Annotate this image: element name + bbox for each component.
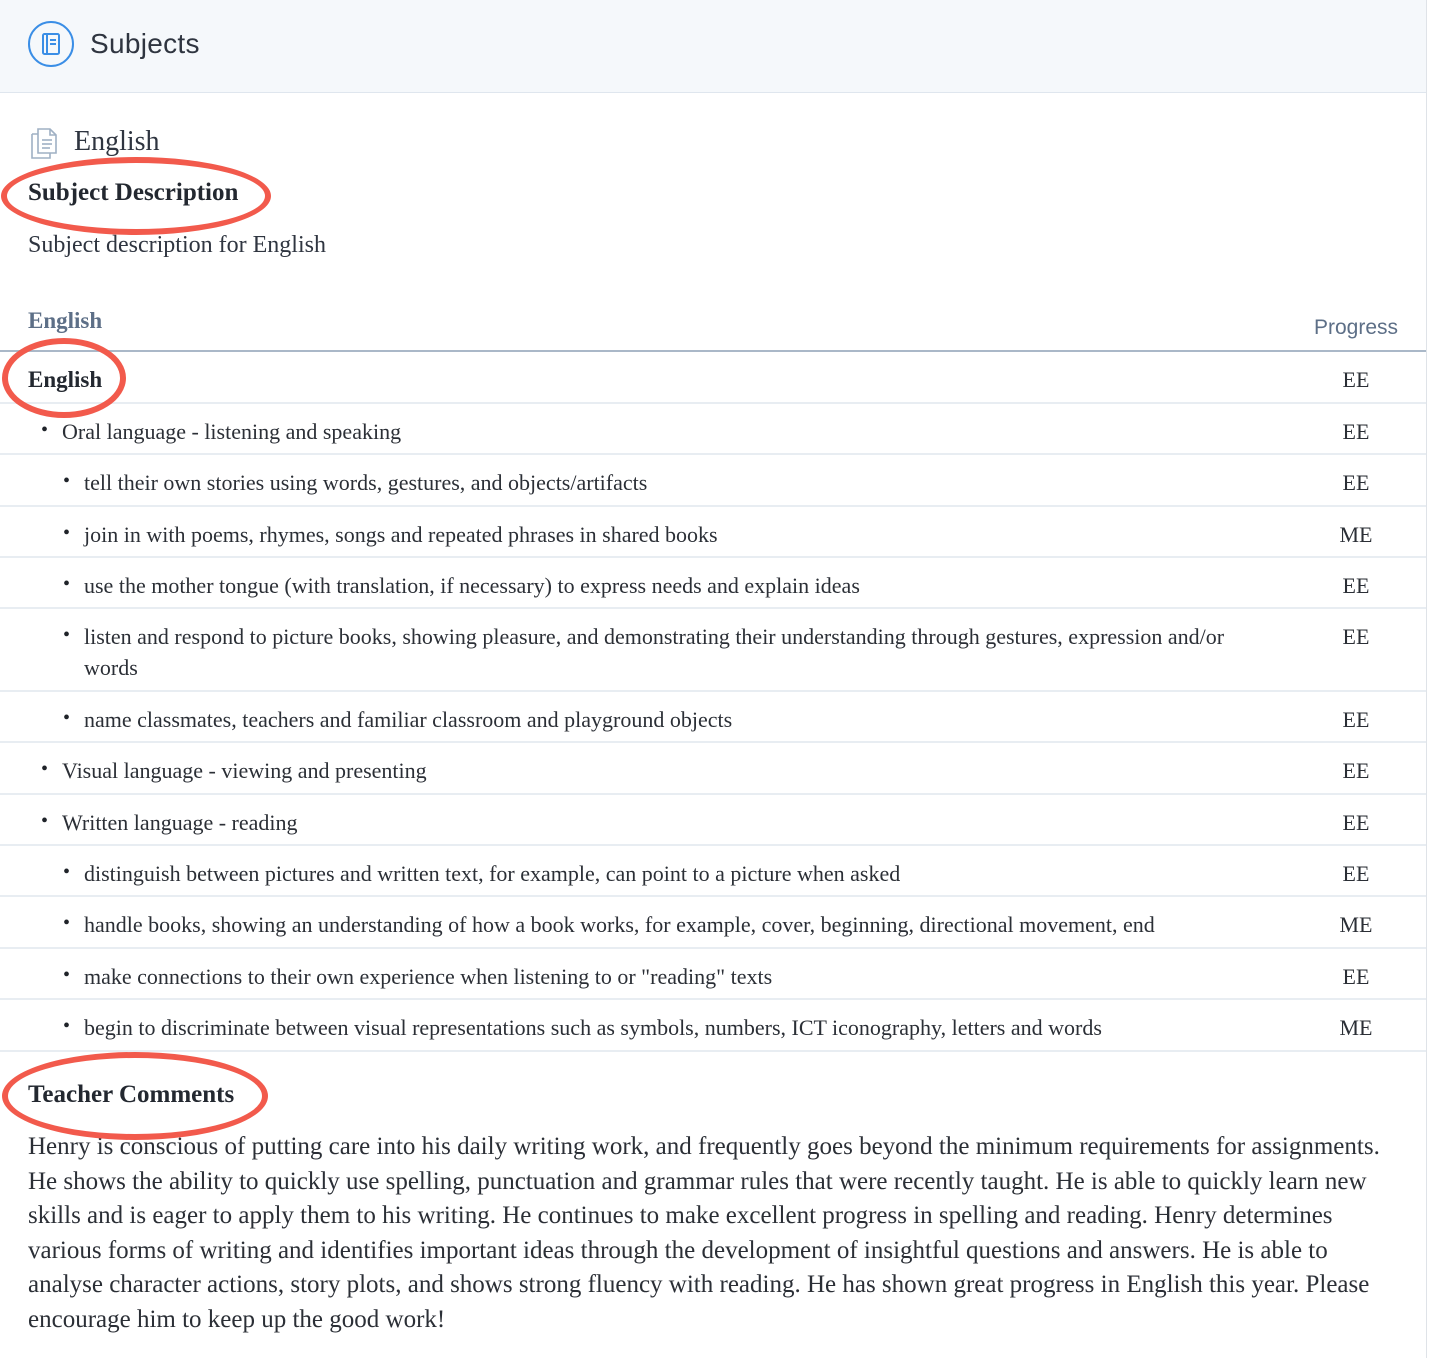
table-row: [0, 1000, 1426, 1052]
document-icon: [28, 125, 64, 166]
row-grade: ME: [1339, 522, 1373, 547]
row-label: use the mother tongue (with translation, if necessary) to express needs and explain ideas: [84, 573, 860, 598]
bullet-icon: •: [63, 1015, 71, 1037]
bullet-icon: •: [63, 522, 71, 544]
page-title: Subjects: [90, 28, 200, 59]
page-border: [1426, 0, 1427, 1358]
bullet-icon: •: [63, 964, 71, 986]
table-row: [0, 558, 1426, 609]
table-row: [0, 507, 1426, 558]
row-label: Oral language - listening and speaking: [62, 419, 402, 444]
row-grade: ME: [1339, 912, 1373, 937]
row-grade: EE: [1342, 419, 1370, 444]
bullet-icon: •: [63, 470, 71, 492]
row-label: handle books, showing an understanding of how a book works, for example, cover, beginning, directional movement, end: [84, 912, 1155, 937]
bullet-icon: •: [41, 810, 49, 832]
table-row: [0, 692, 1426, 743]
row-label: English: [28, 367, 103, 392]
teacher-comments-text: Henry is conscious of putting care into his daily writing work, and frequently goes beyond the minimum requirements for assignments. He shows the ability to quickly use spelling, punctuation and grammar rules that were recently taught. He is able to quickly learn new skills and is eager to apply them to his writing. He continues to make excellent progress in spelling and reading. Henry determines various forms of writing and identifies important ideas through the development of insightful questions and answers. He is able to analyse character actions, story plots, and shows strong fluency with reading. He has shown great progress in English this year. Please encourage him to keep up the good work!: [28, 1133, 1380, 1333]
table-row: [0, 949, 1426, 1000]
book-icon: [28, 21, 74, 67]
page-header: [0, 0, 1426, 93]
bullet-icon: •: [41, 419, 49, 441]
bullet-icon: •: [41, 758, 49, 780]
subject-description-text: Subject description for English: [28, 232, 326, 258]
row-label: Visual language - viewing and presenting: [62, 758, 427, 783]
row-label: join in with poems, rhymes, songs and repeated phrases in shared books: [84, 522, 718, 547]
row-grade: EE: [1342, 470, 1370, 495]
table-header-progress: Progress: [1313, 316, 1399, 339]
progress-table-header: [0, 300, 1426, 352]
row-label: distinguish between pictures and written text, for example, can point to a picture when asked: [84, 861, 901, 886]
row-grade: EE: [1342, 758, 1370, 783]
table-row: [0, 352, 1426, 404]
row-label: tell their own stories using words, gestures, and objects/artifacts: [84, 470, 648, 495]
table-row: [0, 846, 1426, 897]
table-header-subject: English: [28, 308, 103, 333]
table-row: [0, 404, 1426, 455]
subject-description-heading: Subject Description: [28, 179, 239, 206]
bullet-icon: •: [63, 912, 71, 934]
row-label: Written language - reading: [62, 810, 298, 835]
row-grade: ME: [1339, 1015, 1373, 1040]
teacher-comments-heading: Teacher Comments: [28, 1081, 235, 1108]
bullet-icon: •: [63, 624, 71, 646]
bullet-icon: •: [63, 707, 71, 729]
subject-name: English: [74, 126, 160, 157]
row-grade: EE: [1342, 624, 1370, 649]
bullet-icon: •: [63, 573, 71, 595]
row-grade: EE: [1342, 810, 1370, 835]
row-grade: EE: [1342, 707, 1370, 732]
row-grade: EE: [1342, 573, 1370, 598]
table-row: [0, 743, 1426, 795]
row-grade: EE: [1342, 964, 1370, 989]
row-grade: EE: [1342, 861, 1370, 886]
row-label: make connections to their own experience when listening to or "reading" texts: [84, 964, 773, 989]
row-label: listen and respond to picture books, showing pleasure, and demonstrating their understanding through gestures, expression and/or words: [84, 624, 1225, 680]
bullet-icon: •: [63, 861, 71, 883]
row-label: name classmates, teachers and familiar classroom and playground objects: [84, 707, 733, 732]
row-label: begin to discriminate between visual representations such as symbols, numbers, ICT iconography, letters and words: [84, 1015, 1102, 1040]
table-row: [0, 455, 1426, 507]
table-row: [0, 897, 1426, 949]
table-row: [0, 609, 1426, 692]
table-row: [0, 795, 1426, 846]
row-grade: EE: [1342, 367, 1370, 392]
